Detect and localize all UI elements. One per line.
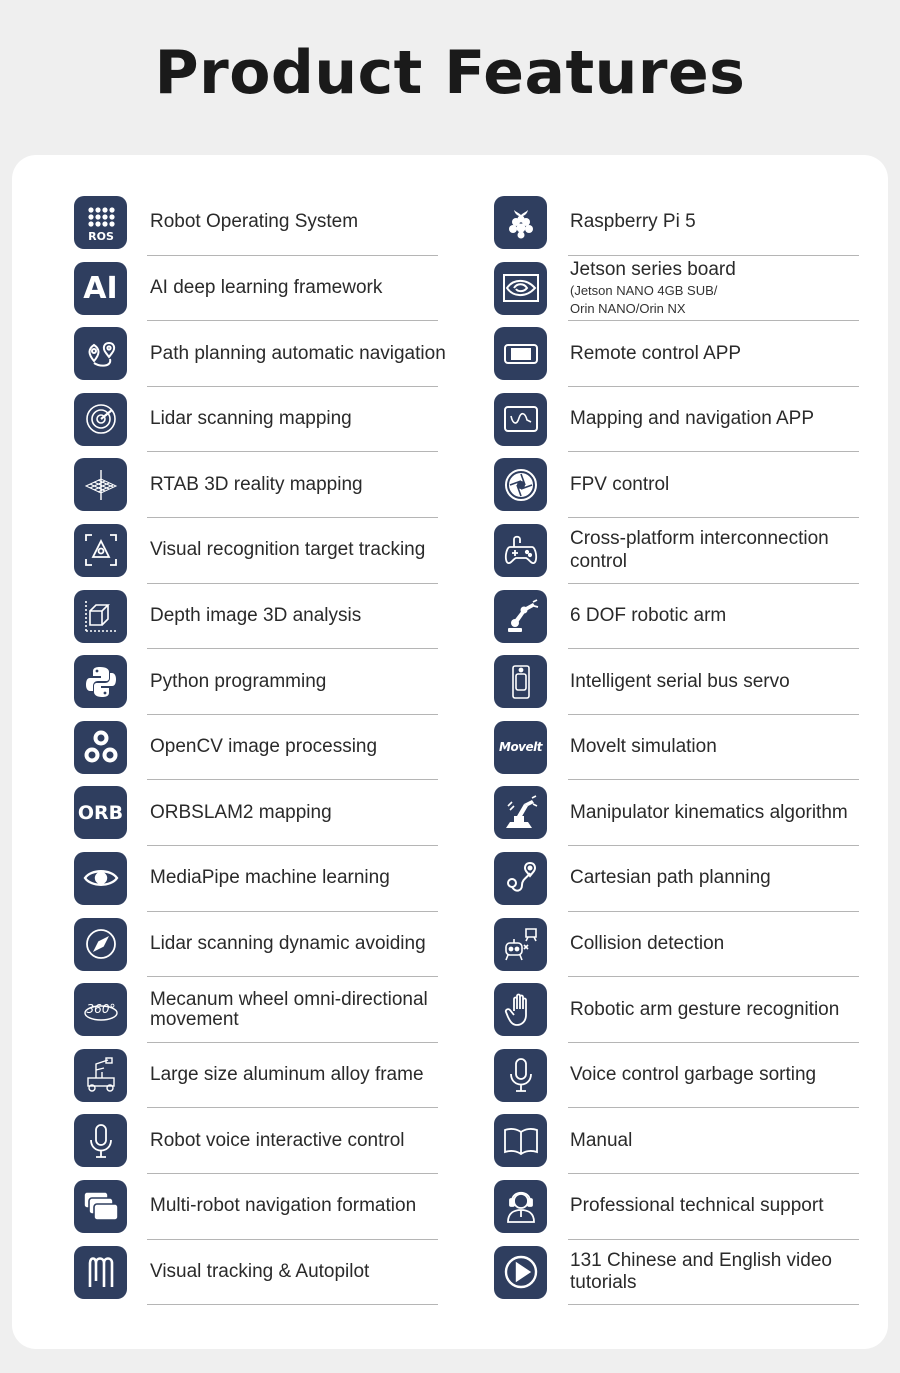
gamepad-icon [494,524,547,577]
feature-label [150,1108,450,1174]
feature-label [570,1043,862,1109]
feature-label [150,190,450,256]
feature-label [150,321,450,387]
feature-text: Manual [570,1129,633,1151]
feature-label [570,912,862,978]
page-title: Product Features [154,38,746,108]
feature-label [570,452,862,518]
feature-label [570,977,862,1043]
feature-label [150,387,450,453]
feature-text: Mapping and navigation APP [570,408,815,430]
ros-icon [74,196,127,249]
feature-label [570,1240,862,1306]
3d-grid-icon [74,458,127,511]
cartesian-path-icon [494,852,547,905]
feature-text: Jetson series board [570,259,736,281]
feature-text: FPV control [570,473,670,495]
feature-label [570,1108,862,1174]
feature-text: Lidar scanning dynamic avoiding [150,932,426,954]
feature-text: Visual recognition target tracking [150,539,426,561]
divider [147,1304,438,1305]
feature-text: Mecanum wheel omni-directional movement [150,988,428,1030]
feature-text: 131 Chinese and English video tutorials [570,1249,832,1294]
phone-icon [494,327,547,380]
play-icon [494,1246,547,1299]
feature-text: ORBSLAM2 mapping [150,801,332,823]
ros-icon-text: ROS [87,229,114,242]
feature-text: 6 DOF robotic arm [570,604,727,626]
hand-gesture-icon [494,983,547,1036]
feature-text: Cartesian path planning [570,867,771,889]
moveit-icon [494,721,547,774]
map-pin-route-icon [74,327,127,380]
kinematics-icon [494,786,547,839]
feature-label [570,321,862,387]
multi-window-icon [74,1180,127,1233]
feature-text: Lidar scanning mapping [150,408,352,430]
feature-label [570,256,862,322]
feature-text: Depth image 3D analysis [150,604,362,626]
feature-subtext: Orin NANO/Orin NX [570,300,686,316]
feature-label [570,387,862,453]
feature-label [150,1174,450,1240]
feature-label [150,912,450,978]
feature-text: Movelt simulation [570,736,717,758]
feature-label [150,584,450,650]
feature-label [150,977,450,1043]
book-icon [494,1114,547,1167]
feature-label [570,584,862,650]
feature-label [570,846,862,912]
eye-icon [74,852,127,905]
ai-icon-text: AI [83,270,118,306]
feature-text: Large size aluminum alloy frame [150,1064,424,1086]
compass-icon [74,918,127,971]
360-icon [74,983,127,1036]
feature-label [570,649,862,715]
target-tracking-icon [74,524,127,577]
collision-icon [494,918,547,971]
feature-label [570,715,862,781]
python-icon [74,655,127,708]
feature-text: AI deep learning framework [150,276,383,298]
feature-label [150,1240,450,1306]
feature-text: Raspberry Pi 5 [570,211,696,233]
track-line-icon [74,1246,127,1299]
nvidia-icon [494,262,547,315]
feature-text: Robotic arm gesture recognition [570,998,840,1020]
servo-icon [494,655,547,708]
feature-subtext: (Jetson NANO 4GB SUB/ [570,283,718,299]
feature-label [150,452,450,518]
feature-text: Intelligent serial bus servo [570,670,790,692]
feature-label [150,780,450,846]
feature-label [570,780,862,846]
feature-label [150,256,450,322]
microphone-icon [494,1049,547,1102]
feature-text: MediaPipe machine learning [150,867,390,889]
feature-label [150,1043,450,1109]
tablet-map-icon [494,393,547,446]
feature-label [150,715,450,781]
feature-label [150,518,450,584]
opencv-icon [74,721,127,774]
feature-text: Collision detection [570,932,725,954]
feature-text: OpenCV image processing [150,736,378,758]
ai-icon [74,262,127,315]
feature-text: Multi-robot navigation formation [150,1195,417,1217]
feature-text: Voice control garbage sorting [570,1064,817,1086]
feature-label [150,649,450,715]
robot-arm-icon [494,590,547,643]
feature-text: Python programming [150,670,327,692]
microphone-icon [74,1114,127,1167]
robot-frame-icon [74,1049,127,1102]
feature-text: Robot voice interactive control [150,1129,405,1151]
feature-text: Visual tracking & Autopilot [150,1260,370,1282]
raspberry-pi-icon [494,196,547,249]
feature-label [570,518,862,584]
feature-label [570,1174,862,1240]
feature-text: Cross-platform interconnection control [570,527,829,572]
feature-label [570,190,862,256]
feature-text: Path planning automatic navigation [150,342,446,364]
divider [568,1304,859,1305]
support-agent-icon [494,1180,547,1233]
feature-text: Manipulator kinematics algorithm [570,801,848,823]
feature-text: RTAB 3D reality mapping [150,473,363,495]
lidar-radar-icon [74,393,127,446]
orb-icon [74,786,127,839]
feature-text: Remote control APP [570,342,742,364]
feature-text: Professional technical support [570,1195,824,1217]
feature-text: Robot Operating System [150,211,359,233]
depth-cube-icon [74,590,127,643]
orb-icon-text: ORB [77,801,124,824]
360-icon-text: 360° [86,1001,115,1016]
camera-aperture-icon [494,458,547,511]
moveit-icon-text: Movelt [499,740,542,755]
feature-label [150,846,450,912]
